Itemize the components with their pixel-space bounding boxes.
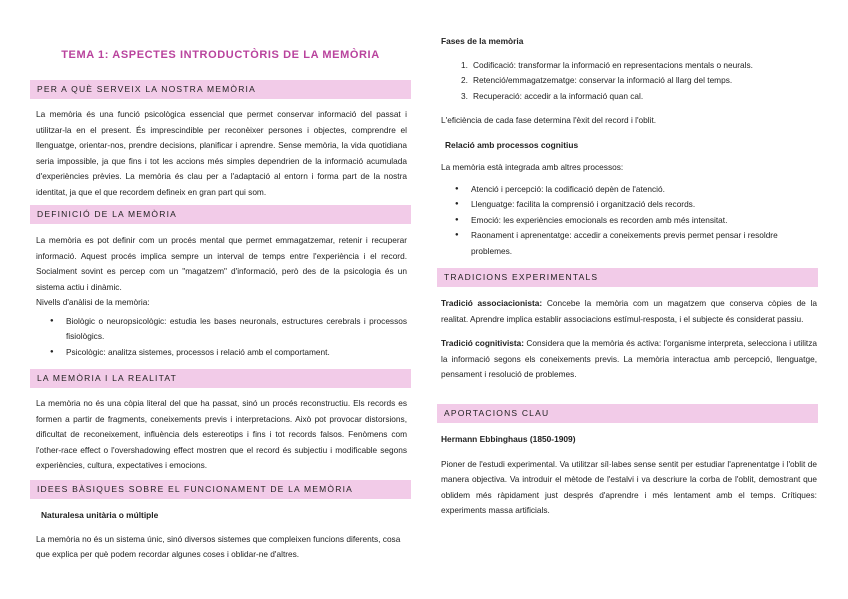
paragraph: Tradició cognitivista: Considera que la memòria és activa: l'organisme interpreta, selecciona i utilitza la informació segons els coneixements previs. La memòria interactua amb percepció, llenguatge, pensament i resolució de problemes. <box>441 338 817 379</box>
section-heading-reality: LA MEMÒRIA I LA REALITAT <box>30 369 411 388</box>
page-title: TEMA 1: ASPECTES INTRODUCTÒRIS DE LA MEMÒRIA <box>61 49 380 61</box>
list-item: ● Biològic o neuropsicològic: estudia les bases neuronals, estructures cerebrals i processos fisiològics. <box>36 314 407 345</box>
list-item: ● Psicològic: analitza sistemes, processos i relació amb el comportament. <box>36 345 407 361</box>
section-heading-contributions: APORTACIONS CLAU <box>437 404 818 423</box>
list-item: ● Emoció: les experiències emocionals es recorden amb més intensitat. <box>441 213 817 229</box>
relation-list <box>441 182 817 260</box>
section-contributions-body <box>441 432 817 519</box>
list-item: ● Llenguatge: facilita la comprensió i organització dels records. <box>441 197 817 213</box>
section-heading-traditions: TRADICIONS EXPERIMENTALS <box>437 268 818 287</box>
section-heading-definition: DEFINICIÓ DE LA MEMÒRIA <box>30 205 411 224</box>
list-item: 2. Retenció/emmagatzematge: conservar la informació al llarg del temps. <box>461 75 733 85</box>
subheading: Naturalesa unitària o múltiple <box>41 510 159 520</box>
section-heading-basic-ideas: IDEES BÀSIQUES SOBRE EL FUNCIONAMENT DE LA MEMÒRIA <box>30 480 411 499</box>
section-reality-body <box>36 396 407 474</box>
list-item: 1. Codificació: transformar la informació en representacions mentals o neurals. <box>461 59 753 70</box>
paragraph: Pioner de l'estudi experimental. Va utilitzar síl·labes sense sentit per estudiar l'aprenentatge i l'oblit de manera objectiva. Va introduir el mètode de l'estalvi i va descriure la corba de l'oblit, demostrant que oblidem més ràpidament just després d'aprendre i més lentament amb el temps. Crítiques: experiments massa artificials. <box>441 458 817 515</box>
levels-list <box>36 314 407 361</box>
list-item: ● Atenció i percepció: la codificació depèn de l'atenció. <box>441 182 817 198</box>
tradition-label: Tradició associacionista: <box>441 298 543 308</box>
subheading: Relació amb processos cognitius <box>445 139 579 150</box>
section-phases <box>441 34 817 259</box>
paragraph: La memòria es pot definir com un procés mental que permet emmagatzemar, retenir i recuperar informació. Aquest procés implica sempre un interval de temps entre l'experiència i el record. Socialment sovint es percep com un "magatzem" d'informació, però des de la psicologia és un sistema actiu i dinàmic. <box>36 235 407 292</box>
paragraph: La memòria no és una còpia literal del que ha passat, sinó un procés reconstructiu. Els records es formen a partir de fragments, coneixements previs i interpretacions. Això pot provocar distorsions, dificultat de reconeixement, influència dels estereotips i fins i tot records falsos. Fenòmens com l'other-race effect o l'overshadowing effect mostren que el record és subjectiu i modificable segons experiències, cultura, expectatives i emocions. <box>36 398 407 470</box>
levels-intro: Nivells d'anàlisi de la memòria: <box>36 297 150 307</box>
phases-list <box>441 58 817 105</box>
paragraph: La memòria està integrada amb altres processos: <box>441 162 624 172</box>
paragraph: Tradició associacionista: Concebe la memòria com un magatzem que conserva còpies de la realitat. Aprendre implica establir associacions estímul-resposta, i el subjecte és considerat passiu. <box>441 298 817 324</box>
section-heading-purpose: PER A QUÈ SERVEIX LA NOSTRA MEMÒRIA <box>30 80 411 99</box>
paragraph: La memòria no és un sistema únic, sinó diversos sistemes que compleixen funcions diferents, cosa que explica per què podem recordar algunes coses i oblidar-ne d'altres. <box>36 533 401 559</box>
section-basic-ideas-body <box>36 508 407 563</box>
section-traditions-body <box>441 296 817 383</box>
section-definition-body <box>36 233 407 360</box>
list-item: 3. Recuperació: accedir a la informació quan cal. <box>461 90 644 101</box>
subheading: Fases de la memòria <box>441 36 524 46</box>
person-name: Hermann Ebbinghaus (1850-1909) <box>441 434 576 444</box>
tradition-label: Tradició cognitivista: <box>441 338 525 348</box>
section-purpose-body <box>36 107 407 200</box>
paragraph: La memòria és una funció psicològica essencial que permet conservar informació del passat i utilitzar-la en el present. És imprescindible per reconèixer persones i objectes, comprendre el llenguatge, orientar-nos, prendre decisions, planificar i aprendre. Sense memòria, la vida quotidiana seria impossible, ja que fins i tot les accions més simples dependrien de la informació acumulada d'experiències prèvies. La memòria és clau per a l'adaptació al entorn i forma part de la nostra identitat, ja que el que recordem defineix en gran part qui som. <box>36 109 407 197</box>
list-item: ● Raonament i aprenentatge: accedir a coneixements previs permet pensar i resoldre problemes. <box>441 228 817 259</box>
paragraph: L'eficiència de cada fase determina l'èxit del record i l'oblit. <box>441 115 657 125</box>
